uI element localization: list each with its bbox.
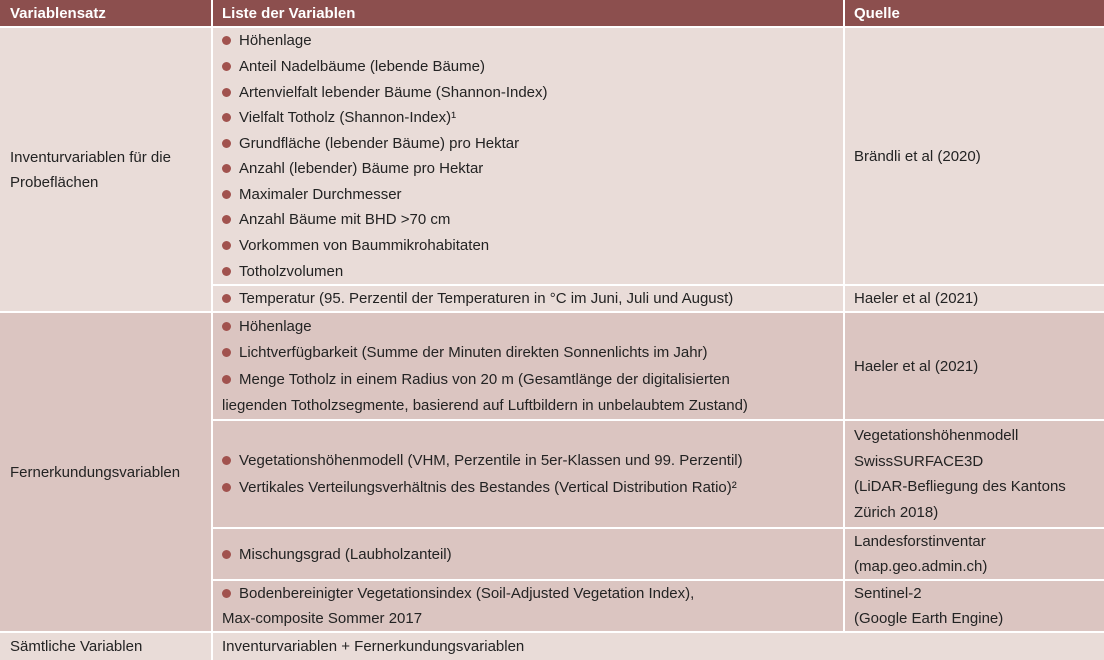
- bullet-icon: [222, 190, 231, 199]
- list-item-label: Anzahl Bäume mit BHD >70 cm: [239, 211, 451, 229]
- list-item: [222, 474, 835, 501]
- list-item: [222, 79, 835, 105]
- list-item-label: Höhenlage: [239, 317, 312, 335]
- list-item: [222, 581, 835, 606]
- source-cell: [845, 286, 1104, 311]
- source-line: Landesforstinventar: [854, 533, 986, 550]
- list-item: [222, 258, 835, 284]
- source-cell: [845, 28, 1104, 284]
- bullet-icon: [222, 241, 231, 250]
- list-item-label: Max-composite Sommer 2017: [222, 610, 423, 627]
- source-cell: [845, 529, 1104, 579]
- source-line: Sentinel-2: [854, 585, 922, 602]
- list-item-label: Anteil Nadelbäume (lebende Bäume): [239, 57, 485, 75]
- column-header-liste-der-variablen: Liste der Variablen: [213, 0, 843, 26]
- list-item-label: Vertikales Verteilungsverhältnis des Bestandes (Vertical Distribution Ratio)²: [239, 478, 737, 496]
- bullet-icon: [222, 483, 231, 492]
- list-item-label: Lichtverfügbarkeit (Summe der Minuten direkten Sonnenlichts im Jahr): [239, 344, 708, 362]
- bullet-icon: [222, 456, 231, 465]
- list-item-label: Höhenlage: [239, 32, 312, 50]
- variable-row-temperatur: [213, 286, 843, 311]
- list-item: [222, 340, 835, 367]
- list-item-label: Totholzvolumen: [239, 262, 344, 280]
- bullet-icon: [222, 294, 231, 303]
- list-item: [222, 233, 835, 259]
- bullet-icon: [222, 215, 231, 224]
- source-line: Vegetationshöhenmodell: [854, 427, 1019, 445]
- column-header-quelle: Quelle: [845, 0, 1104, 26]
- list-item-label: Mischungsgrad (Laubholzanteil): [239, 545, 452, 563]
- source-line: SwissSURFACE3D: [854, 452, 984, 470]
- list-item: [222, 207, 835, 233]
- list-item-continuation: [222, 606, 835, 631]
- list-item: [222, 313, 835, 340]
- list-item-label: Maximaler Durchmesser: [239, 185, 402, 203]
- summary-label: Inventurvariablen + Fernerkundungsvariablen: [222, 638, 525, 655]
- source-cell: [845, 313, 1104, 419]
- list-item: [222, 182, 835, 208]
- source-line: (LiDAR-Befliegung des Kantons: [854, 478, 1066, 496]
- list-item-label: Vorkommen von Baummikrohabitaten: [239, 237, 490, 255]
- list-item-label: Bodenbereinigter Vegetationsindex (Soil-Adjusted Vegetation Index),: [239, 585, 695, 602]
- list-item: [222, 156, 835, 182]
- variable-list-fernerkundung-b: [213, 421, 843, 527]
- list-item-label: Vielfalt Totholz (Shannon-Index)¹: [239, 109, 457, 127]
- source-line: Zürich 2018): [854, 503, 939, 521]
- bullet-icon: [222, 375, 231, 384]
- summary-cell: [213, 633, 1104, 660]
- list-item-continuation: [222, 393, 835, 420]
- list-item: [222, 448, 835, 475]
- list-item-label: Temperatur (95. Perzentil der Temperaturen in °C im Juni, Juli und August): [239, 290, 734, 307]
- bullet-icon: [222, 550, 231, 559]
- list-item: [222, 54, 835, 80]
- source-cell: [845, 421, 1104, 527]
- source-line: Haeler et al (2021): [854, 357, 979, 375]
- bullet-icon: [222, 348, 231, 357]
- bullet-icon: [222, 139, 231, 148]
- column-header-variablensatz: Variablensatz: [0, 0, 211, 26]
- list-item: [222, 130, 835, 156]
- list-item-label: Anzahl (lebender) Bäume pro Hektar: [239, 160, 484, 178]
- list-item: [222, 541, 835, 568]
- bullet-icon: [222, 62, 231, 71]
- list-item-label: liegenden Totholzsegmente, basierend auf Luftbildern in unbelaubtem Zustand): [222, 397, 748, 415]
- list-item: [222, 366, 835, 393]
- section-label-saemtliche-variablen: Sämtliche Variablen: [0, 633, 211, 660]
- bullet-icon: [222, 113, 231, 122]
- source-line: Brändli et al (2020): [854, 147, 981, 165]
- list-item-label: Artenvielfalt lebender Bäume (Shannon-Index): [239, 83, 548, 101]
- bullet-icon: [222, 322, 231, 331]
- bullet-icon: [222, 589, 231, 598]
- variable-list-fernerkundung-a: [213, 313, 843, 419]
- variable-row-mischungsgrad: [213, 529, 843, 579]
- bullet-icon: [222, 164, 231, 173]
- variable-row-vegetationsindex: [213, 581, 843, 631]
- section-label-inventurvariablen: Inventurvariablen für die Probeflächen: [0, 28, 211, 311]
- source-line: (map.geo.admin.ch): [854, 558, 988, 575]
- list-item-label: Menge Totholz in einem Radius von 20 m (Gesamtlänge der digitalisierten: [239, 370, 730, 388]
- section-label-fernerkundungsvariablen: Fernerkundungsvariablen: [0, 313, 211, 631]
- bullet-icon: [222, 267, 231, 276]
- list-item: [222, 28, 835, 54]
- list-item-label: Vegetationshöhenmodell (VHM, Perzentile in 5er-Klassen und 99. Perzentil): [239, 452, 743, 470]
- summary-text: [222, 638, 1096, 655]
- list-item-label: Grundfläche (lebender Bäume) pro Hektar: [239, 134, 520, 152]
- source-cell: [845, 581, 1104, 631]
- list-item: [222, 105, 835, 131]
- source-line: Haeler et al (2021): [854, 290, 979, 307]
- variable-list-inventur: [213, 28, 843, 284]
- bullet-icon: [222, 88, 231, 97]
- source-line: (Google Earth Engine): [854, 610, 1004, 627]
- bullet-icon: [222, 36, 231, 45]
- list-item: [222, 290, 835, 307]
